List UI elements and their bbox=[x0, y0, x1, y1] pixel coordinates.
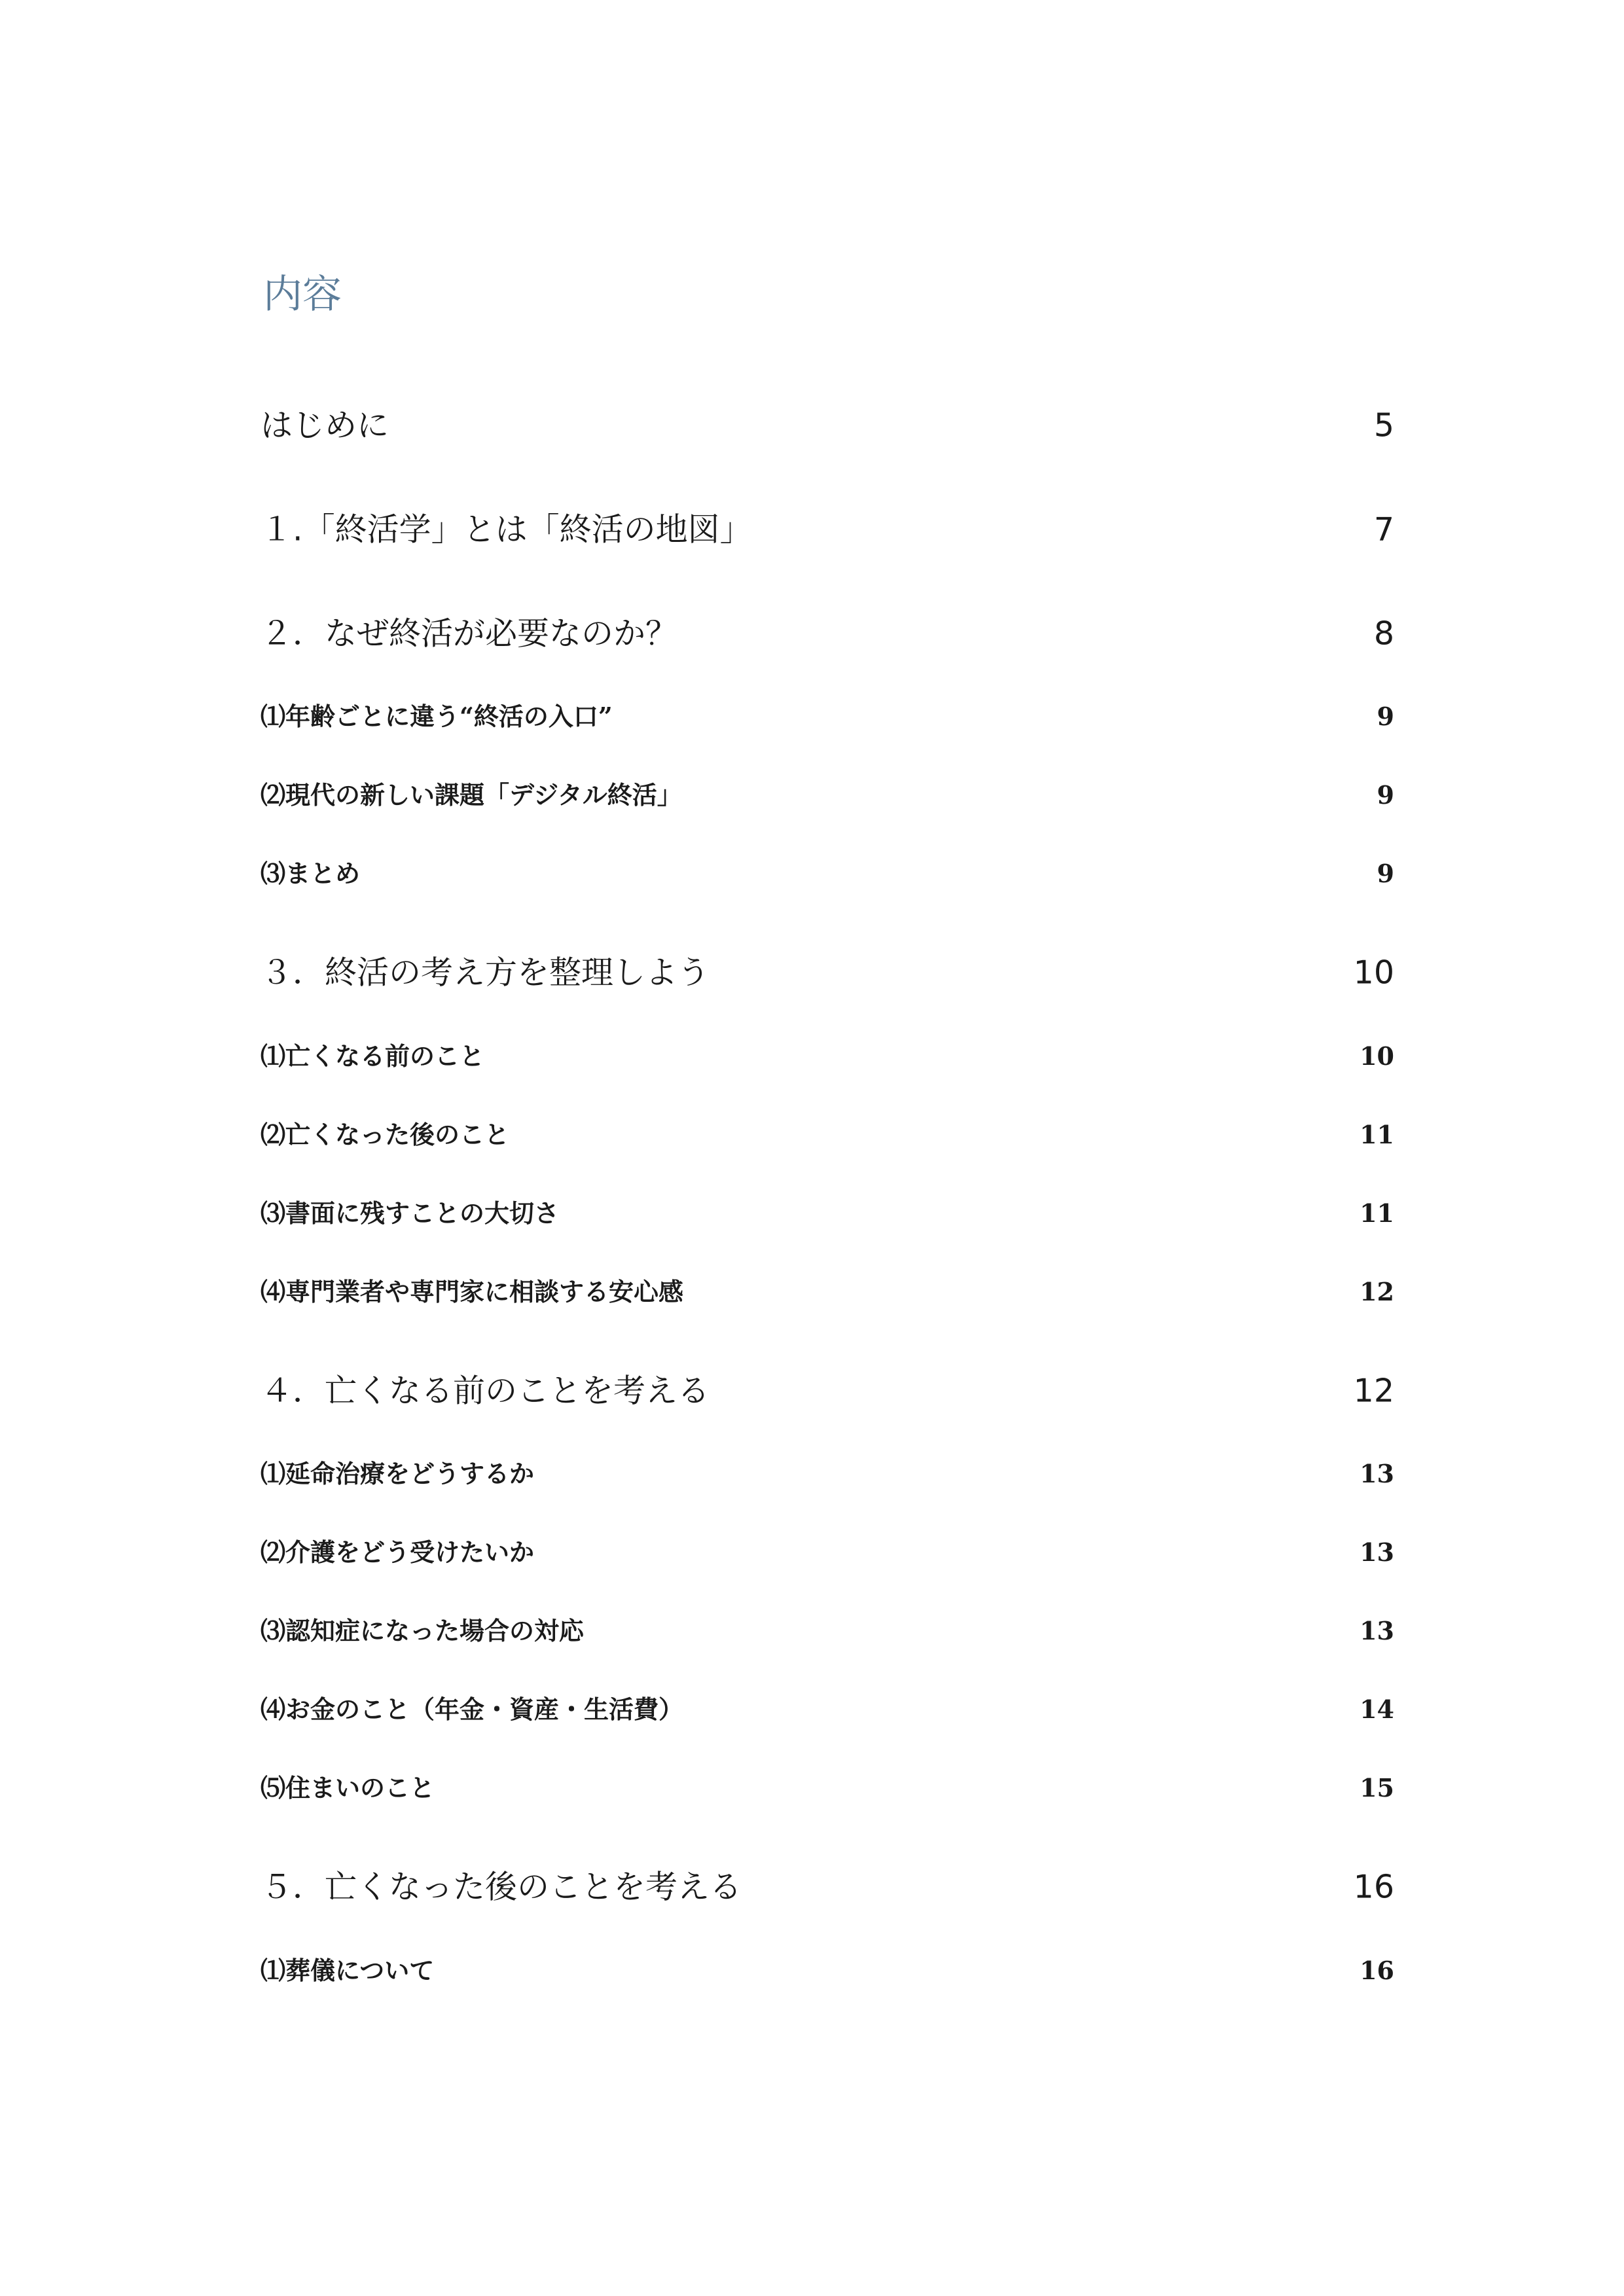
toc-entry-title: ⑴年齢ごとに違う“終活の入口” bbox=[261, 702, 613, 731]
toc-entry-section-3-3[interactable] bbox=[261, 1184, 1394, 1243]
toc-entry-title: ⑵亡くなった後のこと bbox=[261, 1120, 510, 1149]
toc-entry-page-number: 13 bbox=[1360, 1616, 1394, 1645]
toc-entry-title: はじめに bbox=[261, 406, 389, 444]
toc-entry-page-number: 16 bbox=[1353, 1868, 1394, 1906]
toc-entry-page-number: 14 bbox=[1360, 1695, 1394, 1724]
toc-entry-page-number: 13 bbox=[1360, 1459, 1394, 1488]
toc-entry-section-1[interactable] bbox=[261, 500, 1394, 559]
toc-entry-page-number: 8 bbox=[1373, 615, 1394, 653]
toc-entry-section-2-1[interactable] bbox=[261, 687, 1394, 746]
toc-entry-title: ５．亡くなった後のことを考える bbox=[261, 1868, 742, 1906]
toc-entry-page-number: 9 bbox=[1377, 859, 1394, 888]
toc-entry-page-number: 11 bbox=[1360, 1198, 1394, 1228]
toc-entry-section-5[interactable] bbox=[261, 1857, 1394, 1916]
toc-entry-section-4-3[interactable] bbox=[261, 1602, 1394, 1660]
toc-entry-title: ４．亡くなる前のことを考える bbox=[261, 1372, 710, 1410]
toc-entry-section-5-1[interactable] bbox=[261, 1941, 1394, 2000]
toc-entry-page-number: 5 bbox=[1373, 406, 1394, 444]
toc-entry-title: ⑴延命治療をどうするか bbox=[261, 1459, 535, 1488]
toc-entry-section-3-4[interactable] bbox=[261, 1263, 1394, 1321]
toc-entry-title: ⑴葬儀について bbox=[261, 1956, 435, 1985]
toc-entry-page-number: 16 bbox=[1360, 1956, 1394, 1985]
toc-entry-section-4-5[interactable] bbox=[261, 1759, 1394, 1818]
toc-entry-introduction[interactable] bbox=[261, 396, 1394, 455]
toc-entry-section-4-4[interactable] bbox=[261, 1680, 1394, 1739]
toc-entry-section-2[interactable] bbox=[261, 604, 1394, 663]
toc-entry-page-number: 7 bbox=[1373, 511, 1394, 548]
toc-entry-section-2-2[interactable] bbox=[261, 766, 1394, 825]
toc-entry-title: ⑷お金のこと（年金・資産・生活費） bbox=[261, 1695, 684, 1724]
toc-entry-page-number: 9 bbox=[1377, 702, 1394, 731]
toc-entry-title: ⑷専門業者や専門家に相談する安心感 bbox=[261, 1277, 684, 1306]
toc-entry-page-number: 13 bbox=[1360, 1537, 1394, 1567]
toc-entry-title: ⑴亡くなる前のこと bbox=[261, 1041, 485, 1071]
toc-entry-title: ３．終活の考え方を整理しよう bbox=[261, 954, 710, 992]
toc-entry-section-3[interactable] bbox=[261, 943, 1394, 1002]
toc-entry-section-3-2[interactable] bbox=[261, 1105, 1394, 1164]
toc-heading: 内容 bbox=[263, 272, 342, 317]
toc-entry-page-number: 10 bbox=[1360, 1041, 1394, 1071]
toc-entry-section-2-3[interactable] bbox=[261, 844, 1394, 903]
toc-entry-page-number: 10 bbox=[1353, 954, 1394, 992]
toc-entry-title: ⑶まとめ bbox=[261, 859, 361, 888]
toc-entry-title: ⑸住まいのこと bbox=[261, 1773, 435, 1803]
toc-entry-page-number: 12 bbox=[1353, 1372, 1394, 1410]
toc-entry-page-number: 15 bbox=[1360, 1773, 1394, 1803]
toc-entry-title: ⑶認知症になった場合の対応 bbox=[261, 1616, 585, 1645]
toc-entry-title: １.「終活学」とは「終活の地図」 bbox=[261, 511, 752, 548]
toc-entry-title: ２．なぜ終活が必要なのか？ bbox=[261, 615, 678, 653]
toc-entry-title: ⑶書面に残すことの大切さ bbox=[261, 1198, 560, 1228]
toc-entry-title: ⑵介護をどう受けたいか bbox=[261, 1537, 535, 1567]
toc-entry-section-4-2[interactable] bbox=[261, 1523, 1394, 1582]
toc-entry-page-number: 12 bbox=[1360, 1277, 1394, 1306]
toc-entry-section-4[interactable] bbox=[261, 1361, 1394, 1420]
toc-entry-title: ⑵現代の新しい課題「デジタル終活」 bbox=[261, 780, 682, 810]
toc-entry-page-number: 9 bbox=[1377, 780, 1394, 810]
toc-entry-section-4-1[interactable] bbox=[261, 1444, 1394, 1503]
toc-entry-page-number: 11 bbox=[1360, 1120, 1394, 1149]
toc-entry-section-3-1[interactable] bbox=[261, 1027, 1394, 1086]
